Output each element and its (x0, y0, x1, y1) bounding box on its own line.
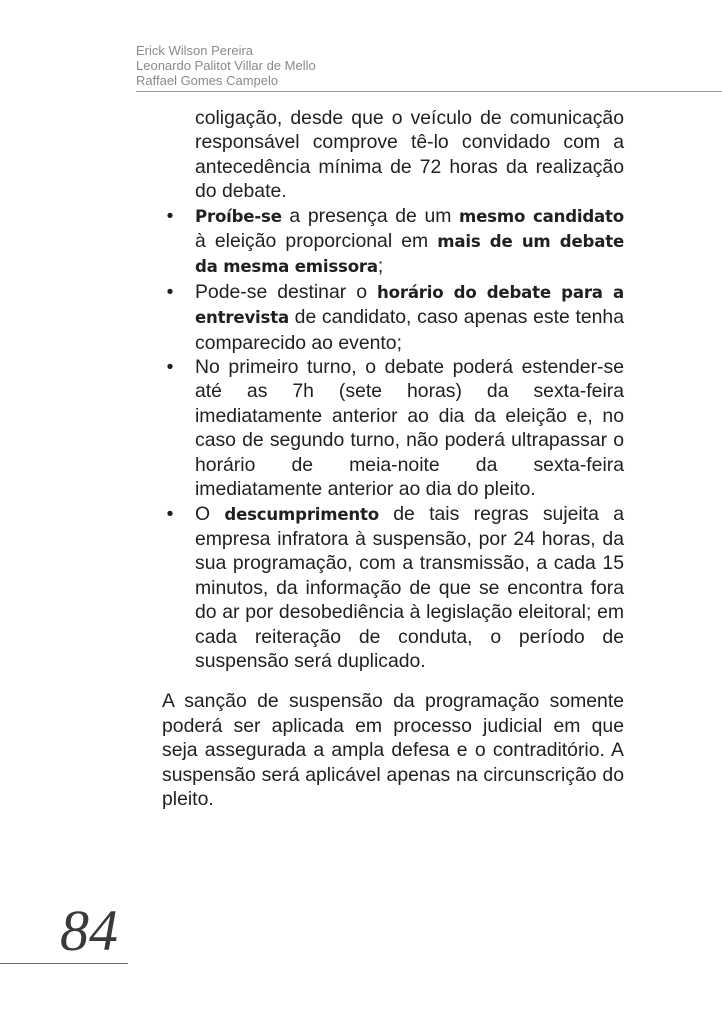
bold-term: horário do debate para a entrevista (195, 282, 624, 328)
page-number: 84 (60, 898, 118, 963)
bullet-item (162, 502, 624, 674)
text-run: ; (377, 255, 384, 278)
author-name: Leonardo Palitot Villar de Mello (136, 58, 316, 73)
text-run: Pode-se destinar o (195, 280, 378, 303)
bullet-item (162, 355, 624, 501)
bullet-item (162, 280, 624, 355)
bullet-icon: • (166, 204, 174, 227)
continued-paragraph: coligação, desde que o veículo de comunicação responsável comprove tê-lo convidado com a antecedência mínima de 72 horas da realização do debate. (195, 107, 624, 203)
text-run: a presença de um (281, 204, 460, 227)
bold-term: Proíbe-se (195, 206, 282, 226)
bullet-icon: • (166, 356, 174, 379)
text-run: de tais regras sujeita a empresa infratora à suspensão, por 24 horas, da sua programação, com a transmissão, a cada 15 minutos, da informação de que se encontra fora do ar por desobediência à legislação eleitoral; em cada reiteração de conduta, o período de suspensão será duplicado. (195, 502, 624, 672)
bullet-icon: • (166, 280, 174, 303)
page-body (162, 106, 624, 811)
bullet-list (162, 204, 624, 674)
running-header (136, 43, 316, 88)
bullet-item (162, 204, 624, 280)
text-run: No primeiro turno, o debate poderá estender-se até as 7h (sete horas) da sexta-feira imediatamente anterior ao dia da eleição e, no caso de segundo turno, não poderá ultrapassar o horário de meia-noite da sexta-feira imediatamente anterior ao dia do pleito. (195, 356, 624, 501)
text-run: à eleição proporcional em (195, 230, 438, 253)
author-name: Erick Wilson Pereira (136, 43, 254, 58)
bold-term: mesmo candidato (459, 206, 624, 226)
author-name: Raffael Gomes Campelo (136, 73, 279, 88)
bullet-icon: • (166, 502, 174, 525)
bold-term: descumprimento (224, 504, 379, 524)
footer-rule (0, 963, 128, 964)
bold-term: mais de um debate da mesma emissora (195, 232, 624, 277)
text-run: de candidato, caso apenas este tenha comparecido ao evento; (195, 306, 624, 354)
closing-paragraph: A sanção de suspensão da programação somente poderá ser aplicada em processo judicial em que seja assegurada a ampla defesa e o contraditório. A suspensão será aplicável apenas na circunscrição do pleito. (162, 690, 624, 810)
header-rule (136, 91, 722, 92)
text-run: O (195, 502, 225, 525)
